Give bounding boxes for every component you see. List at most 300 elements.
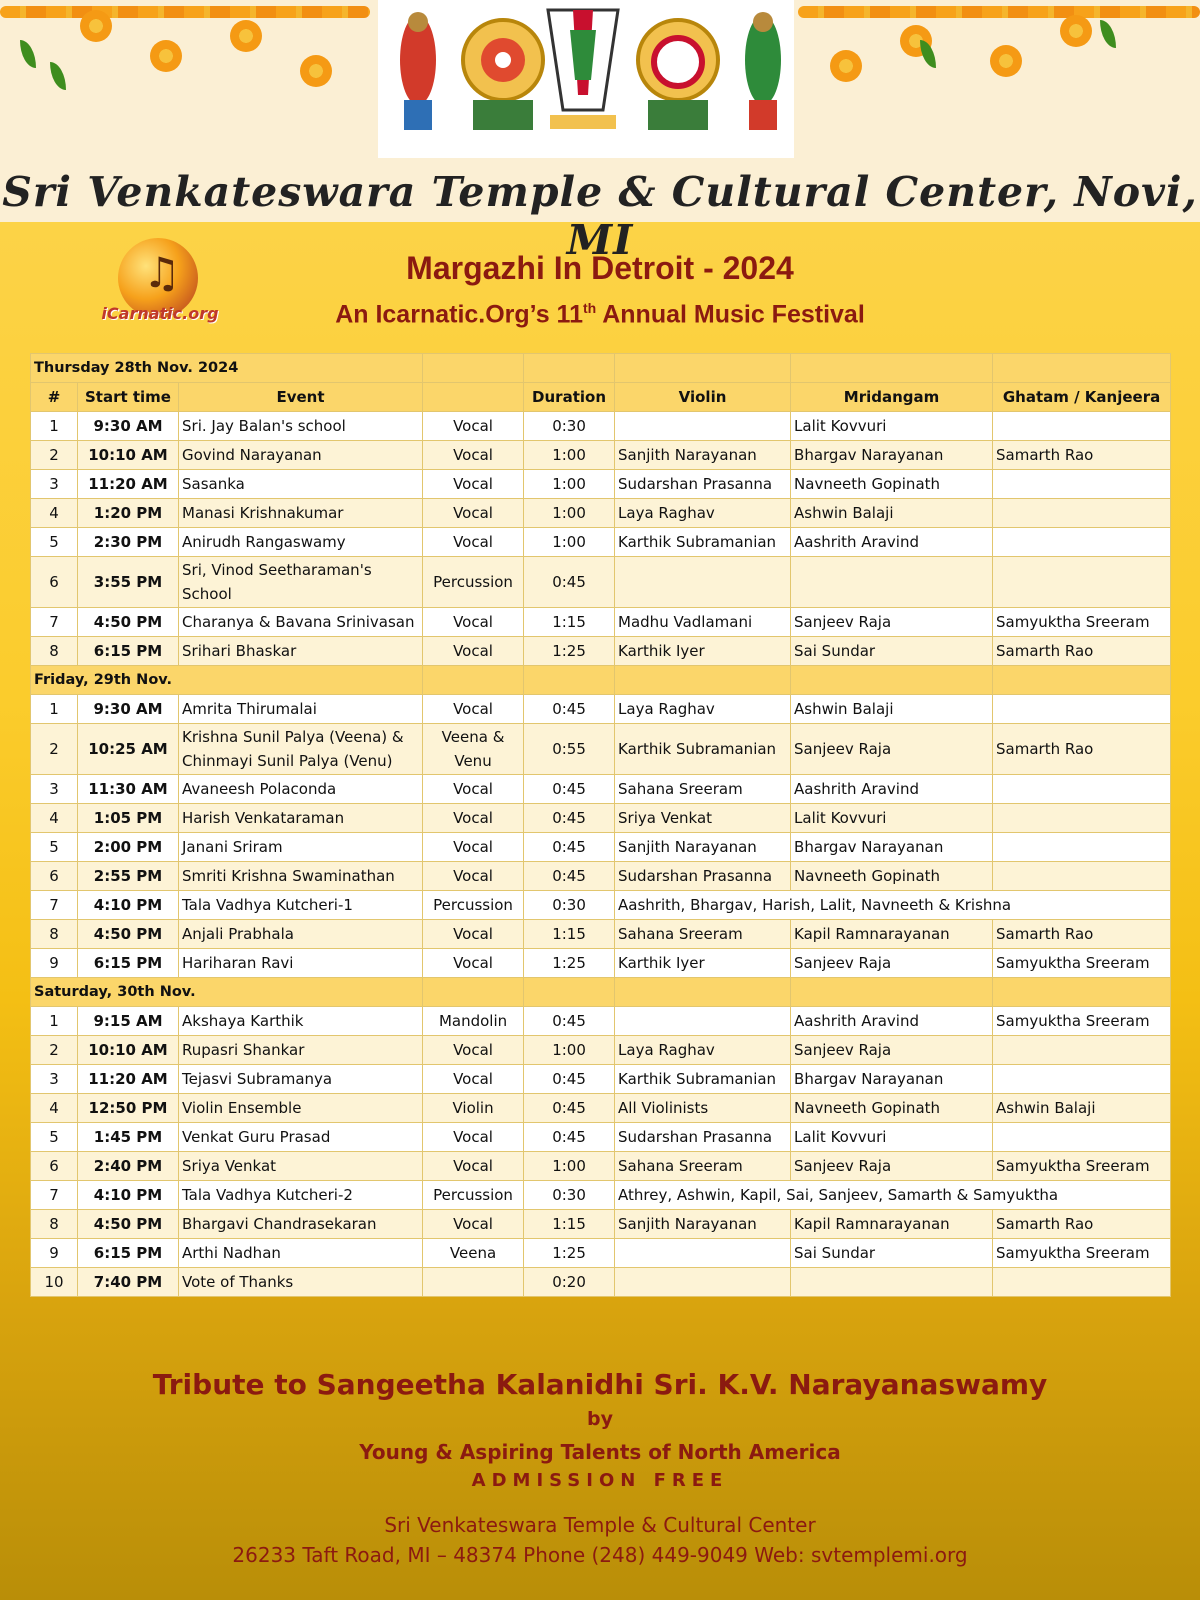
flower-garland-left xyxy=(0,6,370,18)
empty-cell xyxy=(791,978,993,1007)
violin: Sanjith Narayanan xyxy=(615,833,791,862)
duration: 1:00 xyxy=(524,1036,615,1065)
violin xyxy=(615,1239,791,1268)
column-header: Start time xyxy=(78,383,179,412)
day-label: Friday, 29th Nov. xyxy=(31,666,423,695)
event-name: Harish Venkataraman xyxy=(179,804,423,833)
row-number: 1 xyxy=(31,412,78,441)
duration: 0:45 xyxy=(524,1007,615,1036)
flower-icon xyxy=(830,50,862,82)
column-header: Duration xyxy=(524,383,615,412)
empty-cell xyxy=(423,666,524,695)
mridangam: Ashwin Balaji xyxy=(791,499,993,528)
duration: 0:45 xyxy=(524,695,615,724)
violin: Madhu Vadlamani xyxy=(615,608,791,637)
violin xyxy=(615,1007,791,1036)
event-name: Sri. Jay Balan's school xyxy=(179,412,423,441)
row-number: 5 xyxy=(31,833,78,862)
start-time: 4:50 PM xyxy=(78,1210,179,1239)
day-header-row xyxy=(31,978,1171,1007)
event-type: Mandolin xyxy=(423,1007,524,1036)
page-subtitle xyxy=(240,300,960,329)
ghatam-kanjeera: Samyuktha Sreeram xyxy=(993,949,1171,978)
start-time: 10:10 AM xyxy=(78,1036,179,1065)
row-number: 2 xyxy=(31,1036,78,1065)
mridangam: Sai Sundar xyxy=(791,1239,993,1268)
violin: Sahana Sreeram xyxy=(615,1152,791,1181)
row-number: 1 xyxy=(31,695,78,724)
duration: 0:45 xyxy=(524,1123,615,1152)
start-time: 9:30 AM xyxy=(78,412,179,441)
duration: 0:45 xyxy=(524,804,615,833)
subtitle-post: Annual Music Festival xyxy=(596,300,865,329)
address-line-1: Sri Venkateswara Temple & Cultural Center xyxy=(384,1513,816,1537)
event-name: Bhargavi Chandrasekaran xyxy=(179,1210,423,1239)
violin: Karthik Subramanian xyxy=(615,724,791,775)
row-number: 3 xyxy=(31,1065,78,1094)
duration: 1:00 xyxy=(524,470,615,499)
ghatam-kanjeera: Samyuktha Sreeram xyxy=(993,1239,1171,1268)
icarnatic-logo xyxy=(100,232,220,332)
start-time: 7:40 PM xyxy=(78,1268,179,1297)
mridangam: Sanjeev Raja xyxy=(791,724,993,775)
table-row xyxy=(31,1239,1171,1268)
row-number: 7 xyxy=(31,1181,78,1210)
start-time: 4:10 PM xyxy=(78,891,179,920)
start-time: 11:20 AM xyxy=(78,470,179,499)
start-time: 6:15 PM xyxy=(78,949,179,978)
row-number: 3 xyxy=(31,470,78,499)
event-name: Akshaya Karthik xyxy=(179,1007,423,1036)
flower-icon xyxy=(990,45,1022,77)
empty-cell xyxy=(791,354,993,383)
violin: Laya Raghav xyxy=(615,1036,791,1065)
ghatam-kanjeera: Ashwin Balaji xyxy=(993,1094,1171,1123)
row-number: 8 xyxy=(31,1210,78,1239)
event-type: Vocal xyxy=(423,862,524,891)
column-header: Ghatam / Kanjeera xyxy=(993,383,1171,412)
start-time: 3:55 PM xyxy=(78,557,179,608)
column-header: # xyxy=(31,383,78,412)
duration: 0:45 xyxy=(524,833,615,862)
table-row xyxy=(31,695,1171,724)
row-number: 3 xyxy=(31,775,78,804)
ghatam-kanjeera: Samarth Rao xyxy=(993,724,1171,775)
day-label: Saturday, 30th Nov. xyxy=(31,978,423,1007)
column-header xyxy=(423,383,524,412)
start-time: 6:15 PM xyxy=(78,1239,179,1268)
ghatam-kanjeera xyxy=(993,862,1171,891)
table-row xyxy=(31,833,1171,862)
day-label: Thursday 28th Nov. 2024 xyxy=(31,354,423,383)
empty-cell xyxy=(615,666,791,695)
event-name: Violin Ensemble xyxy=(179,1094,423,1123)
violin: Sanjith Narayanan xyxy=(615,441,791,470)
event-type: Vocal xyxy=(423,1210,524,1239)
event-name: Govind Narayanan xyxy=(179,441,423,470)
violin: Sudarshan Prasanna xyxy=(615,862,791,891)
flower-icon xyxy=(1060,15,1092,47)
start-time: 12:50 PM xyxy=(78,1094,179,1123)
duration: 0:45 xyxy=(524,775,615,804)
duration: 1:00 xyxy=(524,499,615,528)
flower-garland-right xyxy=(798,6,1200,18)
table-row xyxy=(31,1123,1171,1152)
start-time: 2:55 PM xyxy=(78,862,179,891)
mridangam: Aashrith Aravind xyxy=(791,528,993,557)
violin: Laya Raghav xyxy=(615,499,791,528)
start-time: 1:45 PM xyxy=(78,1123,179,1152)
tribute-by: by xyxy=(587,1408,613,1430)
ghatam-kanjeera: Samarth Rao xyxy=(993,1210,1171,1239)
table-row xyxy=(31,1065,1171,1094)
mridangam: Kapil Ramnarayanan xyxy=(791,920,993,949)
event-name: Hariharan Ravi xyxy=(179,949,423,978)
event-type: Percussion xyxy=(423,1181,524,1210)
table-row xyxy=(31,528,1171,557)
mridangam: Navneeth Gopinath xyxy=(791,862,993,891)
table-row xyxy=(31,608,1171,637)
start-time: 2:40 PM xyxy=(78,1152,179,1181)
row-number: 5 xyxy=(31,528,78,557)
event-name: Arthi Nadhan xyxy=(179,1239,423,1268)
mridangam: Ashwin Balaji xyxy=(791,695,993,724)
start-time: 2:30 PM xyxy=(78,528,179,557)
event-type: Veena xyxy=(423,1239,524,1268)
event-name: Avaneesh Polaconda xyxy=(179,775,423,804)
event-type: Vocal xyxy=(423,1123,524,1152)
ghatam-kanjeera xyxy=(993,1036,1171,1065)
temple-emblem-icon xyxy=(378,0,794,158)
mridangam: Navneeth Gopinath xyxy=(791,1094,993,1123)
start-time: 10:10 AM xyxy=(78,441,179,470)
row-number: 6 xyxy=(31,862,78,891)
event-name: Anjali Prabhala xyxy=(179,920,423,949)
mridangam: Lalit Kovvuri xyxy=(791,412,993,441)
violin: Karthik Iyer xyxy=(615,949,791,978)
table-row xyxy=(31,1036,1171,1065)
flower-icon xyxy=(80,10,112,42)
table-row xyxy=(31,949,1171,978)
row-number: 1 xyxy=(31,1007,78,1036)
row-number: 2 xyxy=(31,724,78,775)
event-name: Venkat Guru Prasad xyxy=(179,1123,423,1152)
table-row xyxy=(31,891,1171,920)
ghatam-kanjeera xyxy=(993,557,1171,608)
violin: Aashrith, Bhargav, Harish, Lalit, Navneeth & Krishna xyxy=(615,891,1171,920)
empty-cell xyxy=(423,354,524,383)
leaf-icon xyxy=(20,40,36,68)
ghatam-kanjeera xyxy=(993,775,1171,804)
event-name: Rupasri Shankar xyxy=(179,1036,423,1065)
violin: Sudarshan Prasanna xyxy=(615,1123,791,1152)
leaf-icon xyxy=(1100,20,1116,48)
address-line-2: 26233 Taft Road, MI – 48374 Phone (248) 449-9049 Web: svtemplemi.org xyxy=(232,1543,968,1567)
event-type: Vocal xyxy=(423,775,524,804)
ghatam-kanjeera xyxy=(993,695,1171,724)
violin: Sanjith Narayanan xyxy=(615,1210,791,1239)
start-time: 6:15 PM xyxy=(78,637,179,666)
event-name: Amrita Thirumalai xyxy=(179,695,423,724)
ghatam-kanjeera xyxy=(993,1268,1171,1297)
duration: 1:15 xyxy=(524,1210,615,1239)
event-type: Violin xyxy=(423,1094,524,1123)
duration: 0:45 xyxy=(524,862,615,891)
mridangam: Sanjeev Raja xyxy=(791,608,993,637)
mridangam: Sanjeev Raja xyxy=(791,1152,993,1181)
row-number: 2 xyxy=(31,441,78,470)
row-number: 10 xyxy=(31,1268,78,1297)
event-name: Sasanka xyxy=(179,470,423,499)
event-type: Percussion xyxy=(423,557,524,608)
start-time: 4:50 PM xyxy=(78,920,179,949)
start-time: 9:30 AM xyxy=(78,695,179,724)
ghatam-kanjeera xyxy=(993,804,1171,833)
row-number: 4 xyxy=(31,804,78,833)
row-number: 4 xyxy=(31,499,78,528)
event-type: Vocal xyxy=(423,470,524,499)
event-type: Vocal xyxy=(423,499,524,528)
subtitle-sup: th xyxy=(582,300,597,316)
duration: 1:00 xyxy=(524,441,615,470)
start-time: 10:25 AM xyxy=(78,724,179,775)
logo-text: iCarnatic.org xyxy=(101,304,219,323)
table-row xyxy=(31,1268,1171,1297)
duration: 1:25 xyxy=(524,1239,615,1268)
leaf-icon xyxy=(920,40,936,68)
header-banner xyxy=(0,0,1200,264)
duration: 1:00 xyxy=(524,528,615,557)
duration: 1:25 xyxy=(524,949,615,978)
ghatam-kanjeera xyxy=(993,1065,1171,1094)
event-name: Vote of Thanks xyxy=(179,1268,423,1297)
event-type: Vocal xyxy=(423,1152,524,1181)
table-row xyxy=(31,1210,1171,1239)
mridangam: Sanjeev Raja xyxy=(791,949,993,978)
event-name: Sri, Vinod Seetharaman's School xyxy=(179,557,423,608)
music-note-icon: ♫ xyxy=(143,248,181,297)
event-name: Tala Vadhya Kutcheri-2 xyxy=(179,1181,423,1210)
violin: Karthik Subramanian xyxy=(615,1065,791,1094)
empty-cell xyxy=(615,354,791,383)
table-row xyxy=(31,862,1171,891)
ghatam-kanjeera xyxy=(993,499,1171,528)
event-type xyxy=(423,1268,524,1297)
table-row xyxy=(31,637,1171,666)
empty-cell xyxy=(791,666,993,695)
event-type: Veena & Venu xyxy=(423,724,524,775)
empty-cell xyxy=(615,978,791,1007)
row-number: 6 xyxy=(31,557,78,608)
duration: 1:00 xyxy=(524,1152,615,1181)
event-type: Vocal xyxy=(423,441,524,470)
event-name: Tejasvi Subramanya xyxy=(179,1065,423,1094)
ghatam-kanjeera xyxy=(993,1123,1171,1152)
table-row xyxy=(31,412,1171,441)
flower-icon xyxy=(300,55,332,87)
schedule-table xyxy=(30,353,1171,1297)
mridangam: Aashrith Aravind xyxy=(791,1007,993,1036)
duration: 0:55 xyxy=(524,724,615,775)
ghatam-kanjeera: Samyuktha Sreeram xyxy=(993,1152,1171,1181)
start-time: 11:30 AM xyxy=(78,775,179,804)
table-row xyxy=(31,804,1171,833)
ghatam-kanjeera: Samyuktha Sreeram xyxy=(993,1007,1171,1036)
flower-icon xyxy=(150,40,182,72)
mridangam: Bhargav Narayanan xyxy=(791,833,993,862)
event-type: Vocal xyxy=(423,833,524,862)
mridangam: Lalit Kovvuri xyxy=(791,1123,993,1152)
violin: Karthik Subramanian xyxy=(615,528,791,557)
subtitle-pre: An Icarnatic.Org’s 11 xyxy=(335,300,583,329)
start-time: 1:05 PM xyxy=(78,804,179,833)
day-header-row xyxy=(31,666,1171,695)
event-type: Vocal xyxy=(423,637,524,666)
empty-cell xyxy=(993,354,1171,383)
table-row xyxy=(31,775,1171,804)
mridangam: Sai Sundar xyxy=(791,637,993,666)
event-type: Vocal xyxy=(423,949,524,978)
row-number: 7 xyxy=(31,891,78,920)
performers-line: Young & Aspiring Talents of North America xyxy=(359,1440,841,1464)
table-row xyxy=(31,1007,1171,1036)
empty-cell xyxy=(524,354,615,383)
duration: 0:45 xyxy=(524,557,615,608)
start-time: 9:15 AM xyxy=(78,1007,179,1036)
violin: Athrey, Ashwin, Kapil, Sai, Sanjeev, Samarth & Samyuktha xyxy=(615,1181,1171,1210)
mridangam: Bhargav Narayanan xyxy=(791,1065,993,1094)
violin xyxy=(615,412,791,441)
column-header: Event xyxy=(179,383,423,412)
event-type: Vocal xyxy=(423,920,524,949)
ghatam-kanjeera: Samyuktha Sreeram xyxy=(993,608,1171,637)
column-header-row xyxy=(31,383,1171,412)
duration: 0:30 xyxy=(524,891,615,920)
table-row xyxy=(31,920,1171,949)
row-number: 6 xyxy=(31,1152,78,1181)
mridangam: Bhargav Narayanan xyxy=(791,441,993,470)
table-row xyxy=(31,1094,1171,1123)
event-type: Vocal xyxy=(423,804,524,833)
table-row xyxy=(31,557,1171,608)
admission-free: ADMISSION FREE xyxy=(471,1470,729,1491)
ghatam-kanjeera: Samarth Rao xyxy=(993,920,1171,949)
row-number: 9 xyxy=(31,1239,78,1268)
event-name: Krishna Sunil Palya (Veena) & Chinmayi Sunil Palya (Venu) xyxy=(179,724,423,775)
duration: 0:45 xyxy=(524,1094,615,1123)
event-type: Vocal xyxy=(423,1036,524,1065)
duration: 0:20 xyxy=(524,1268,615,1297)
violin: All Violinists xyxy=(615,1094,791,1123)
violin: Sudarshan Prasanna xyxy=(615,470,791,499)
event-name: Anirudh Rangaswamy xyxy=(179,528,423,557)
duration: 0:30 xyxy=(524,1181,615,1210)
start-time: 4:50 PM xyxy=(78,608,179,637)
mridangam: Navneeth Gopinath xyxy=(791,470,993,499)
row-number: 8 xyxy=(31,920,78,949)
mridangam: Lalit Kovvuri xyxy=(791,804,993,833)
page-title: Margazhi In Detroit - 2024 xyxy=(406,250,794,286)
row-number: 5 xyxy=(31,1123,78,1152)
mridangam: Kapil Ramnarayanan xyxy=(791,1210,993,1239)
row-number: 7 xyxy=(31,608,78,637)
violin: Karthik Iyer xyxy=(615,637,791,666)
empty-cell xyxy=(993,666,1171,695)
leaf-icon xyxy=(50,62,66,90)
start-time: 2:00 PM xyxy=(78,833,179,862)
ghatam-kanjeera: Samarth Rao xyxy=(993,441,1171,470)
mridangam xyxy=(791,557,993,608)
table-row xyxy=(31,499,1171,528)
start-time: 1:20 PM xyxy=(78,499,179,528)
schedule-body xyxy=(31,354,1171,1297)
table-row xyxy=(31,441,1171,470)
duration: 0:30 xyxy=(524,412,615,441)
event-name: Sriya Venkat xyxy=(179,1152,423,1181)
event-name: Janani Sriram xyxy=(179,833,423,862)
mridangam: Sanjeev Raja xyxy=(791,1036,993,1065)
duration: 1:15 xyxy=(524,920,615,949)
start-time: 4:10 PM xyxy=(78,1181,179,1210)
empty-cell xyxy=(423,978,524,1007)
table-row xyxy=(31,724,1171,775)
event-type: Vocal xyxy=(423,608,524,637)
mridangam xyxy=(791,1268,993,1297)
duration: 1:25 xyxy=(524,637,615,666)
mridangam: Aashrith Aravind xyxy=(791,775,993,804)
event-type: Vocal xyxy=(423,1065,524,1094)
event-type: Vocal xyxy=(423,695,524,724)
violin: Sriya Venkat xyxy=(615,804,791,833)
row-number: 8 xyxy=(31,637,78,666)
column-header: Violin xyxy=(615,383,791,412)
violin: Sahana Sreeram xyxy=(615,775,791,804)
event-name: Srihari Bhaskar xyxy=(179,637,423,666)
event-name: Manasi Krishnakumar xyxy=(179,499,423,528)
flower-icon xyxy=(230,20,262,52)
event-type: Vocal xyxy=(423,528,524,557)
ghatam-kanjeera xyxy=(993,528,1171,557)
empty-cell xyxy=(993,978,1171,1007)
violin xyxy=(615,557,791,608)
table-row xyxy=(31,1181,1171,1210)
event-name: Charanya & Bavana Srinivasan xyxy=(179,608,423,637)
day-header-row xyxy=(31,354,1171,383)
deity-emblem xyxy=(378,0,794,158)
table-row xyxy=(31,1152,1171,1181)
temple-title: Sri Venkateswara Temple & Cultural Center, Novi, MI xyxy=(2,168,1198,264)
violin xyxy=(615,1268,791,1297)
event-name: Tala Vadhya Kutcheri-1 xyxy=(179,891,423,920)
ghatam-kanjeera xyxy=(993,470,1171,499)
event-type: Vocal xyxy=(423,412,524,441)
empty-cell xyxy=(524,978,615,1007)
ghatam-kanjeera xyxy=(993,412,1171,441)
ghatam-kanjeera xyxy=(993,833,1171,862)
event-type: Percussion xyxy=(423,891,524,920)
duration: 1:15 xyxy=(524,608,615,637)
ghatam-kanjeera: Samarth Rao xyxy=(993,637,1171,666)
column-header: Mridangam xyxy=(791,383,993,412)
empty-cell xyxy=(524,666,615,695)
violin: Laya Raghav xyxy=(615,695,791,724)
violin: Sahana Sreeram xyxy=(615,920,791,949)
event-name: Smriti Krishna Swaminathan xyxy=(179,862,423,891)
table-row xyxy=(31,470,1171,499)
tribute-title: Tribute to Sangeetha Kalanidhi Sri. K.V. Narayanaswamy xyxy=(152,1368,1048,1401)
start-time: 11:20 AM xyxy=(78,1065,179,1094)
row-number: 4 xyxy=(31,1094,78,1123)
